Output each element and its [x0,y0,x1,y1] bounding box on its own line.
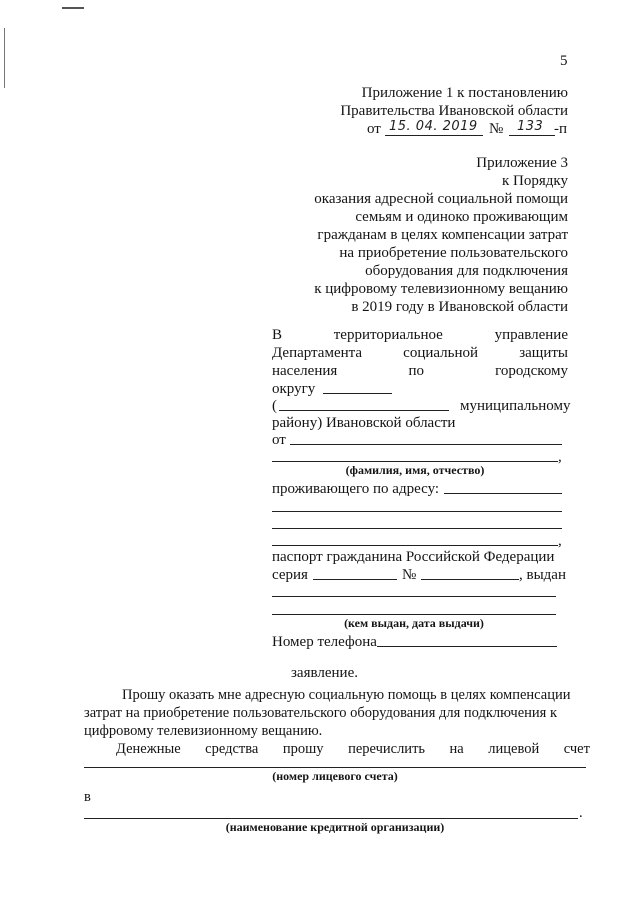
word: счет [563,741,590,757]
passport-label: паспорт гражданина Российской Федерации [272,549,555,565]
issued-field-1[interactable] [272,596,556,597]
address-field-1[interactable] [444,493,562,494]
bank-name-field[interactable] [84,818,578,819]
address-field-4[interactable] [272,545,558,546]
open-paren: ( [272,398,277,414]
district-field[interactable] [279,410,449,411]
word: перечислить [348,741,426,757]
page-number: 5 [560,53,568,69]
word: управление [494,327,568,343]
residing-label: проживающего по адресу: [272,481,440,497]
statement-para1-line3: цифровому телевизионному вещанию. [84,723,323,739]
appendix3-line: оборудования для подключения [365,263,568,279]
issued-caption: (кем выдан, дата выдачи) [344,616,484,630]
appendix3-line: на приобретение пользовательского [339,245,568,261]
account-number-field[interactable] [84,767,586,768]
word: городскому [495,363,568,379]
number-handwritten: 133 [517,119,544,134]
address-field-2[interactable] [272,511,562,512]
number-suffix: -п [554,121,568,137]
word: населения [272,363,338,379]
statement-title: заявление. [291,665,358,681]
number-sign: № [489,121,504,137]
issued-label: , выдан [519,567,566,583]
scan-mark-top [62,7,84,9]
passport-number-field[interactable] [421,579,519,580]
word: В [272,327,283,343]
date-underline [385,135,483,136]
address-comma: , [558,533,562,549]
in-prefix: в [84,789,91,805]
statement-para1-line1: Прошу оказать мне адресную социальную помощь в целях компенсации [122,687,571,703]
statement-para2-line1 [116,740,590,758]
address-okrugu: округу [272,381,316,397]
word: лицевой [488,741,540,757]
phone-field[interactable] [377,646,557,647]
word: территориальное [333,327,443,343]
series-label: серия [272,567,308,583]
statement-para1-line2: затрат на приобретение пользовательского оборудования для подключения к [84,705,558,721]
address-line-3 [272,362,568,380]
appendix1-line1: Приложение 1 к постановлению [361,85,568,101]
appendix3-line: Приложение 3 [476,155,568,171]
address-rayonu: району) Ивановской области [272,415,456,431]
account-caption: (номер лицевого счета) [272,769,398,783]
appendix3-line: гражданам в целях компенсации затрат [317,227,568,243]
appendix3-line: семьям и одиноко проживающим [355,209,568,225]
appendix3-line: к цифровому телевизионному вещанию [314,281,568,297]
number-underline [509,135,555,136]
word: Департамента [272,345,363,361]
word: на [449,741,464,757]
address-line-2 [272,344,568,362]
municipal-tail: муниципальному [460,398,571,414]
scan-mark-left [4,28,5,88]
fio-comma: , [558,449,562,465]
from-prefix: от [367,121,381,137]
word: социальной [403,345,479,361]
series-field[interactable] [313,579,397,580]
word: средства [205,741,259,757]
okrug-field[interactable] [323,393,392,394]
appendix3-line: к Порядку [502,173,568,189]
from-field[interactable] [290,444,562,445]
phone-label: Номер телефона [272,634,377,650]
bank-caption: (наименование кредитной организации) [225,820,445,834]
fio-caption: (фамилия, имя, отчество) [345,463,485,477]
appendix1-date-line [367,120,577,140]
word: Денежные [116,741,181,757]
bank-period: . [579,805,583,821]
word: по [408,363,424,379]
fio-field[interactable] [272,461,558,462]
appendix3-line: в 2019 году в Ивановской области [351,299,568,315]
from-label: от [272,432,286,448]
appendix3-block [228,154,568,316]
appendix3-line: оказания адресной социальной помощи [314,191,568,207]
passport-num-sign: № [402,567,417,583]
issued-field-2[interactable] [272,614,556,615]
appendix1-line2: Правительства Ивановской области [340,103,568,119]
date-handwritten: 15. 04. 2019 [389,119,478,134]
word: прошу [282,741,324,757]
address-field-3[interactable] [272,528,562,529]
address-line-1 [272,326,568,344]
word: защиты [519,345,568,361]
